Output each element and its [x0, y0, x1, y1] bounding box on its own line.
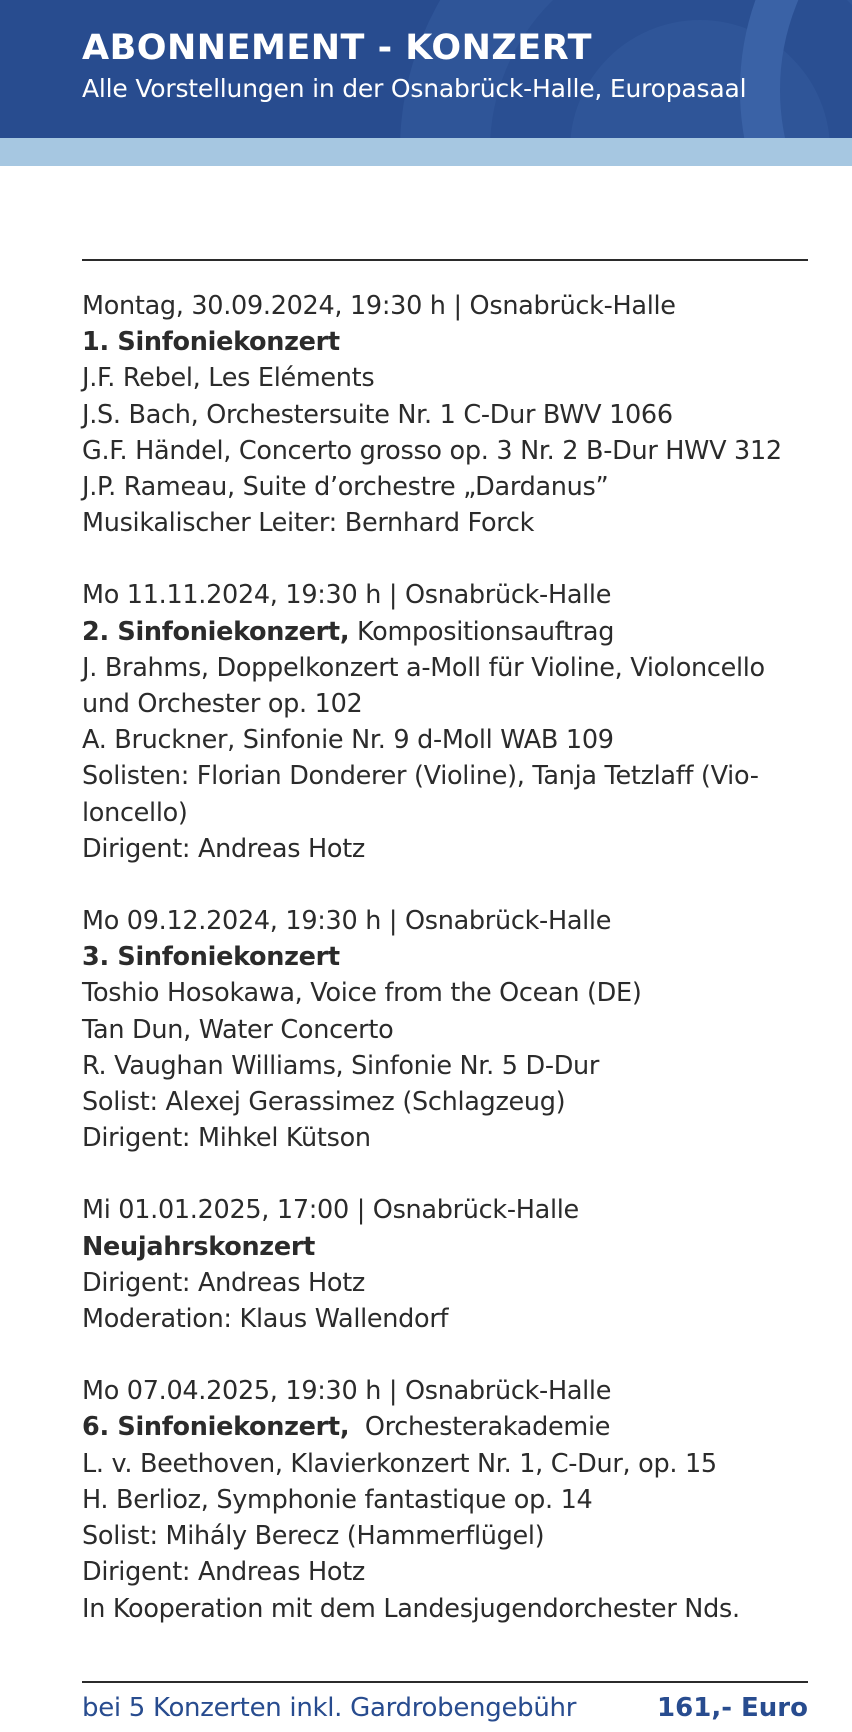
- program-line: Moderation: Klaus Wallendorf: [82, 1304, 449, 1335]
- program-line: Dirigent: Andreas Hotz: [82, 1267, 366, 1298]
- program-line: L. v. Beethoven, Klavierkonzert Nr. 1, C-Dur, op. 15: [82, 1448, 717, 1479]
- page-title: ABONNEMENT - KONZERT: [82, 28, 592, 68]
- concert-date: Mo 11.11.2024, 19:30 h | Osnabrück-Halle: [82, 580, 612, 611]
- price-description: bei 5 Konzerten inkl. Gardrobengebühr: [82, 1693, 577, 1723]
- concert-entry: [82, 577, 812, 867]
- header-subband: [0, 138, 852, 166]
- concert-entry: [82, 903, 812, 1156]
- concert-title-line: [82, 1409, 812, 1445]
- program-line: J.P. Rameau, Suite d’orchestre „Dardanus”: [82, 472, 609, 503]
- price-footer: [82, 1688, 808, 1728]
- program-line: Solist: Alexej Gerassimez (Schlagzeug): [82, 1087, 566, 1118]
- bottom-divider: [82, 1681, 808, 1683]
- program-line: R. Vaughan Williams, Sinfonie Nr. 5 D-Dur: [82, 1050, 600, 1081]
- program-line: J.F. Rebel, Les Eléments: [82, 363, 375, 394]
- program-line: A. Bruckner, Sinfonie Nr. 9 d-Moll WAB 109: [82, 725, 614, 756]
- concert-title: 1. Sinfoniekonzert: [82, 327, 340, 358]
- concert-date: Mo 09.12.2024, 19:30 h | Osnabrück-Halle: [82, 906, 612, 937]
- program-line: Tan Dun, Water Concerto: [82, 1014, 394, 1045]
- program-line: Solist: Mihály Berecz (Hammerflügel): [82, 1521, 545, 1552]
- concert-entry: [82, 1192, 812, 1337]
- concert-title-line: [82, 939, 812, 975]
- concert-title: 2. Sinfoniekonzert,: [82, 616, 350, 647]
- page-subtitle: Alle Vorstellungen in der Osnabrück-Halle, Europasaal: [82, 74, 747, 103]
- concert-list: [82, 288, 812, 1663]
- program-line: und Orchester op. 102: [82, 689, 363, 720]
- concert-title: 3. Sinfoniekonzert: [82, 942, 340, 973]
- concert-title-line: [82, 1229, 812, 1265]
- concert-title: 6. Sinfoniekonzert,: [82, 1412, 350, 1443]
- program-line: Dirigent: Andreas Hotz: [82, 833, 366, 864]
- program-line: Solisten: Florian Donderer (Violine), Tanja Tetzlaff (Vio-: [82, 761, 759, 792]
- program-line: Musikalischer Leiter: Bernhard Forck: [82, 508, 535, 539]
- concert-title-line: [82, 614, 812, 650]
- header-banner: [0, 0, 852, 138]
- program-line: G.F. Händel, Concerto grosso op. 3 Nr. 2 B-Dur HWV 312: [82, 435, 782, 466]
- program-line: J.S. Bach, Orchestersuite Nr. 1 C-Dur BWV 1066: [82, 399, 673, 430]
- concert-title: Neujahrskonzert: [82, 1231, 315, 1262]
- concert-date: Mo 07.04.2025, 19:30 h | Osnabrück-Halle: [82, 1376, 612, 1407]
- top-divider: [82, 259, 808, 261]
- concert-title-line: [82, 324, 812, 360]
- program-line: loncello): [82, 797, 188, 828]
- concert-title-suffix: Orchesterakademie: [349, 1412, 611, 1443]
- program-line: Dirigent: Andreas Hotz: [82, 1557, 366, 1588]
- concert-entry: [82, 1373, 812, 1626]
- price-value: 161,- Euro: [657, 1693, 808, 1723]
- header-arc-decoration: [0, 0, 852, 138]
- program-line: H. Berlioz, Symphonie fantastique op. 14: [82, 1484, 593, 1515]
- concert-date: Mi 01.01.2025, 17:00 | Osnabrück-Halle: [82, 1195, 579, 1226]
- program-line: In Kooperation mit dem Landesjugendorchester Nds.: [82, 1593, 740, 1624]
- concert-title-suffix: Kompositionsauftrag: [349, 616, 615, 647]
- program-line: J. Brahms, Doppelkonzert a-Moll für Violine, Violoncello: [82, 652, 765, 683]
- program-line: Toshio Hosokawa, Voice from the Ocean (DE): [82, 978, 642, 1009]
- program-line: Dirigent: Mihkel Kütson: [82, 1123, 371, 1154]
- concert-date: Montag, 30.09.2024, 19:30 h | Osnabrück-Halle: [82, 291, 676, 321]
- concert-entry: [82, 288, 812, 541]
